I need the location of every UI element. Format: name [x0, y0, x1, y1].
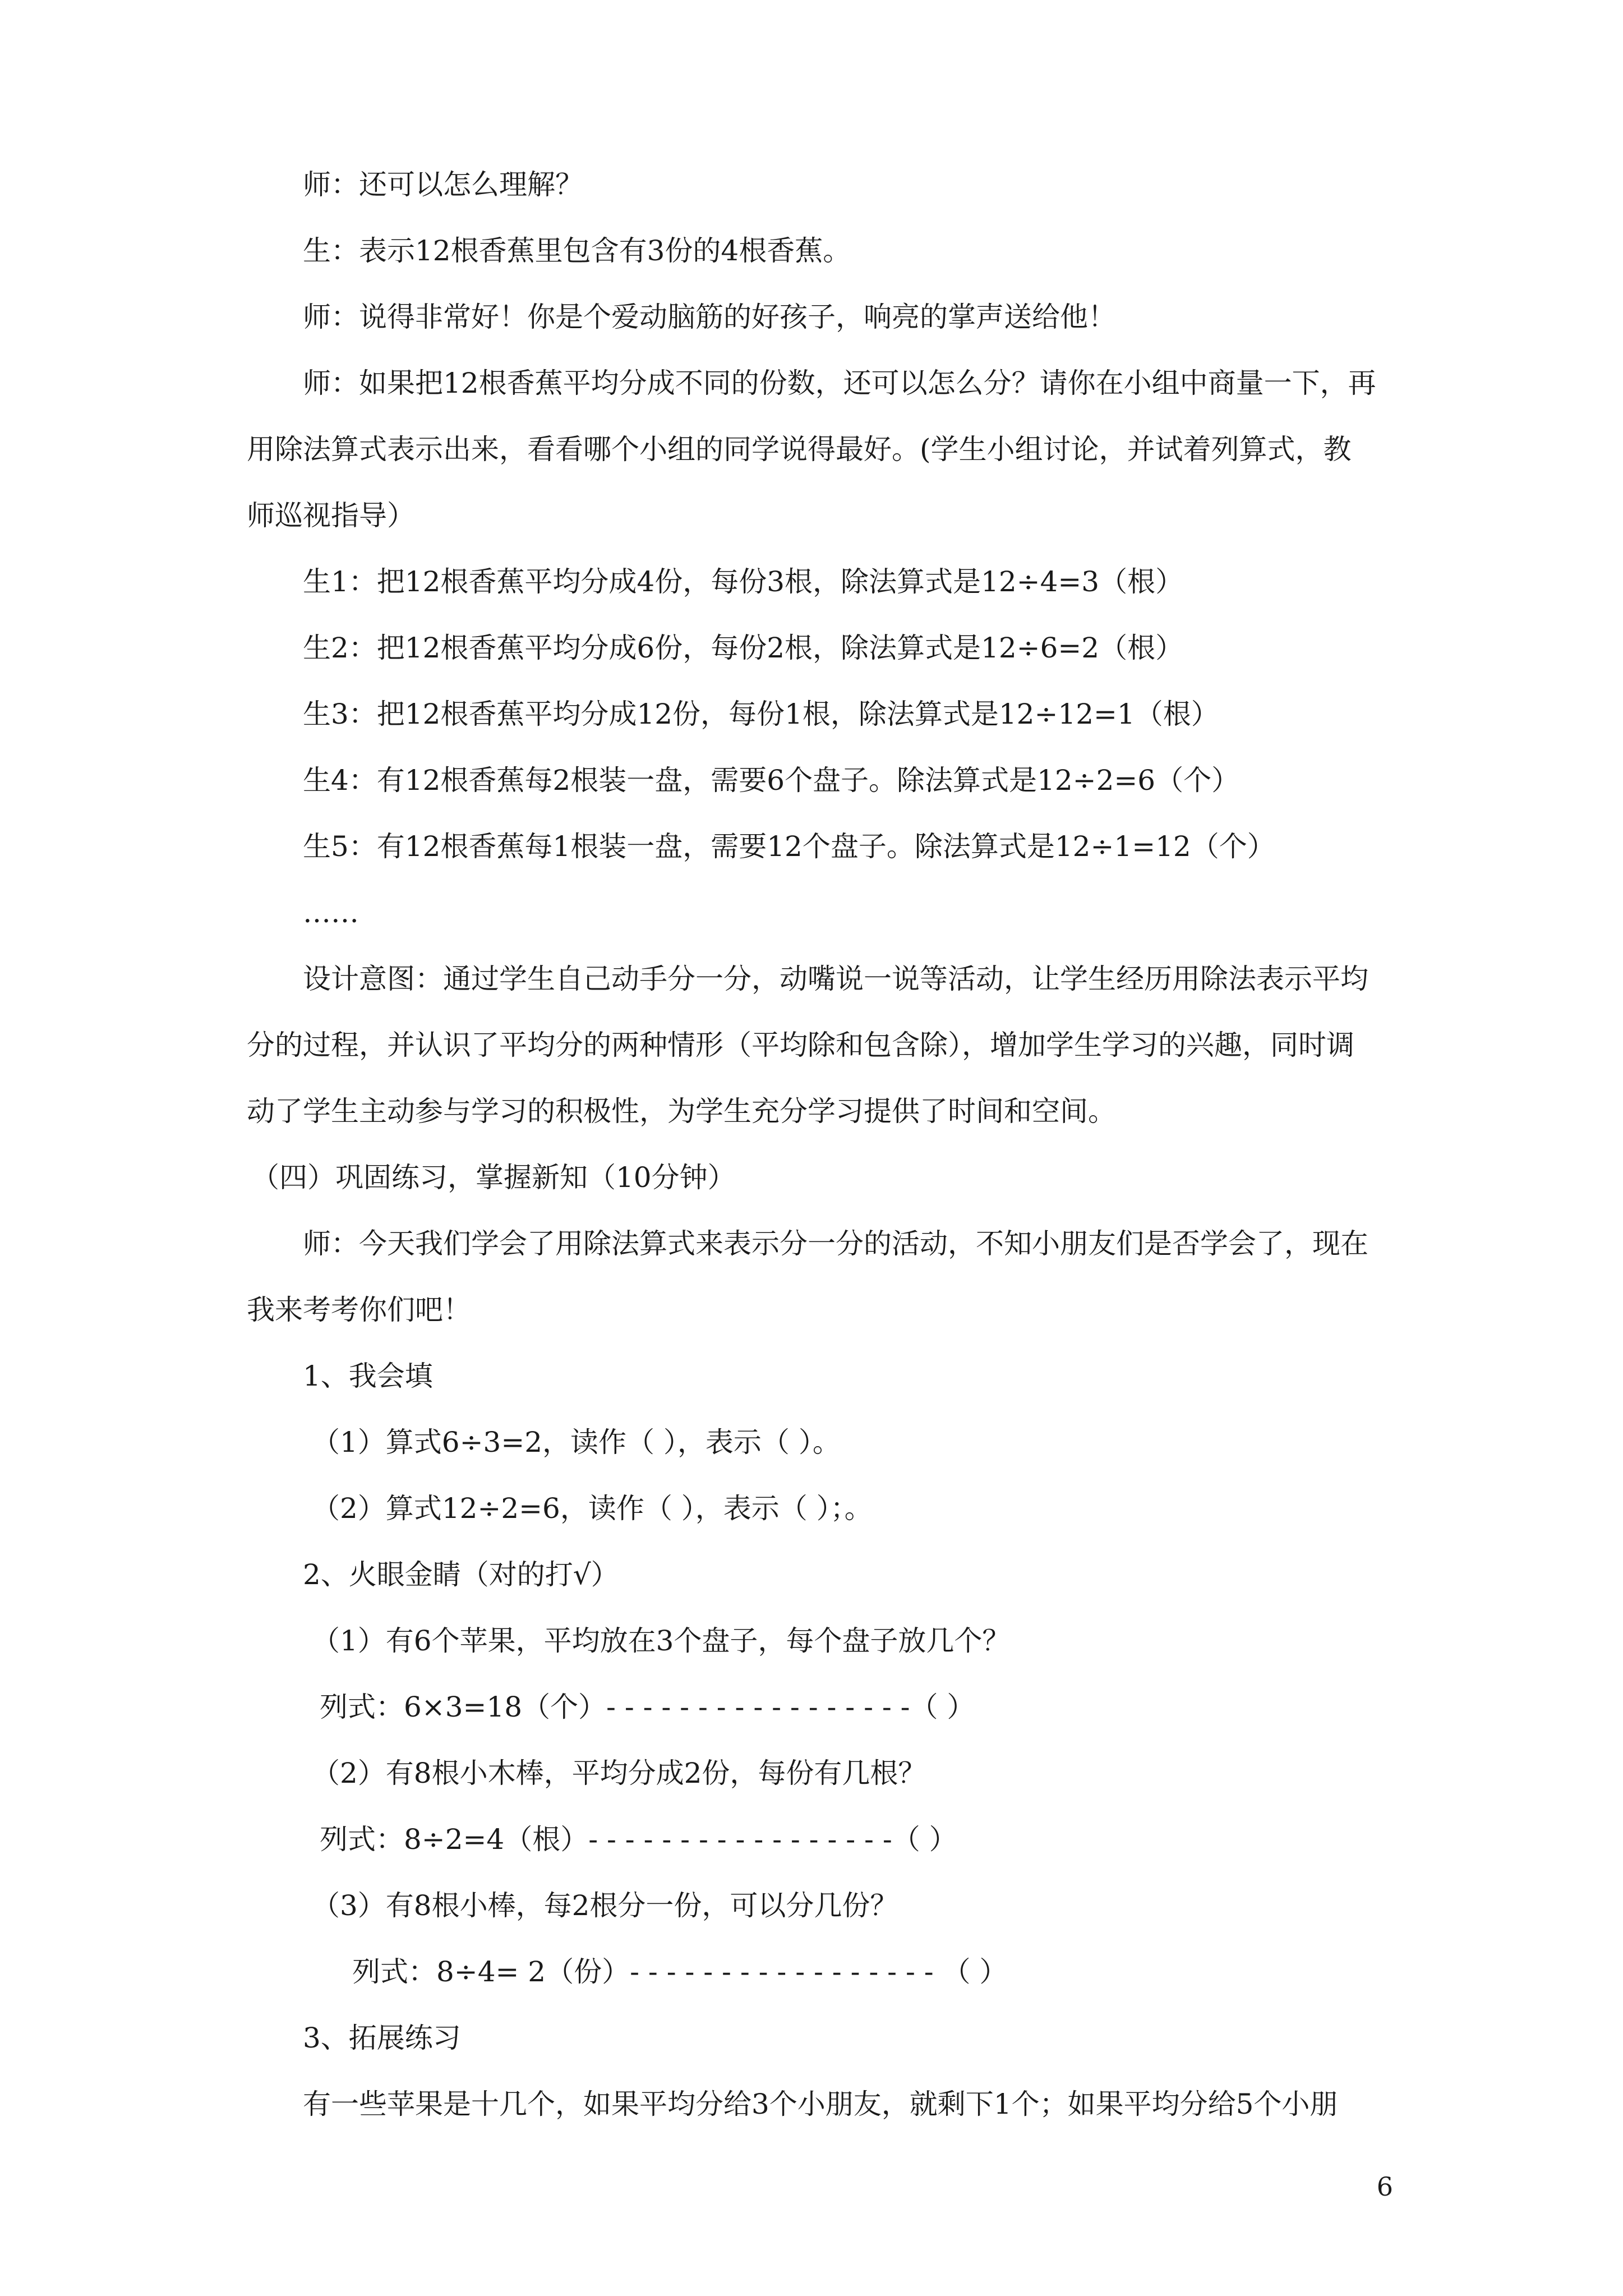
text-line: 动了学生主动参与学习的积极性，为学生充分学习提供了时间和空间。 [247, 1095, 1116, 1128]
exercise-item: （2）算式12÷2=6，读作（ ），表示（ ）；。 [312, 1492, 873, 1525]
page-number: 6 [1376, 2171, 1393, 2202]
text-line: 有一些苹果是十几个，如果平均分给3个小朋友，就剩下1个；如果平均分给5个小朋 [303, 2088, 1338, 2120]
text-line: 生3：把12根香蕉平均分成12份，每份1根，除法算式是12÷12=1（根） [303, 698, 1219, 730]
ellipsis: …… [303, 896, 359, 929]
exercise-heading: 2、火眼金睛（对的打√） [303, 1558, 619, 1591]
text-line: 师：如果把12根香蕉平均分成不同的份数，还可以怎么分？请你在小组中商量一下，再 [303, 367, 1376, 399]
text-line: 分的过程，并认识了平均分的两种情形（平均除和包含除），增加学生学习的兴趣，同时调 [247, 1029, 1354, 1061]
exercise-item: （1）有6个苹果，平均放在3个盘子，每个盘子放几个？ [312, 1625, 1011, 1657]
text-line: 生4：有12根香蕉每2根装一盘，需要6个盘子。除法算式是12÷2=6（个） [303, 764, 1240, 797]
exercise-answer: 列式：8÷2=4（根）- - - - - - - - - - - - - - - - -（ ） [320, 1823, 957, 1856]
exercise-heading: 3、拓展练习 [303, 2022, 461, 2054]
exercise-item: （2）有8根小木棒，平均分成2份，每份有几根？ [312, 1757, 926, 1789]
exercise-heading: 1、我会填 [303, 1360, 433, 1392]
exercise-item: （1）算式6÷3=2，读作（ ），表示（ ）。 [312, 1426, 841, 1458]
text-line: 设计意图：通过学生自己动手分一分，动嘴说一说等活动，让学生经历用除法表示平均 [303, 963, 1368, 995]
text-line: 生2：把12根香蕉平均分成6份，每份2根，除法算式是12÷6=2（根） [303, 632, 1184, 664]
section-heading: （四）巩固练习，掌握新知（10分钟） [251, 1161, 736, 1194]
text-line: 师：说得非常好！你是个爱动脑筋的好孩子，响亮的掌声送给他！ [303, 301, 1116, 333]
exercise-answer: 列式：8÷4= 2（份）- - - - - - - - - - - - - - - - - （ ） [352, 1955, 1008, 1988]
text-line: 生：表示12根香蕉里包含有3份的4根香蕉。 [303, 234, 851, 267]
text-line: 我来考考你们吧！ [247, 1294, 471, 1326]
text-line: 师：还可以怎么理解？ [303, 168, 583, 201]
text-line: 用除法算式表示出来，看看哪个小组的同学说得最好。(学生小组讨论，并试着列算式，教 [247, 433, 1352, 466]
exercise-item: （3）有8根小棒，每2根分一份，可以分几份？ [312, 1889, 898, 1922]
text-line: 生5：有12根香蕉每1根装一盘，需要12个盘子。除法算式是12÷1=12（个） [303, 830, 1275, 863]
text-line: 生1：把12根香蕉平均分成4份，每份3根，除法算式是12÷4=3（根） [303, 565, 1184, 598]
text-line: 师巡视指导） [247, 499, 415, 532]
exercise-answer: 列式：6×3=18（个）- - - - - - - - - - - - - - - - -（ ） [320, 1691, 975, 1723]
text-line: 师：今天我们学会了用除法算式来表示分一分的活动，不知小朋友们是否学会了，现在 [303, 1227, 1368, 1260]
